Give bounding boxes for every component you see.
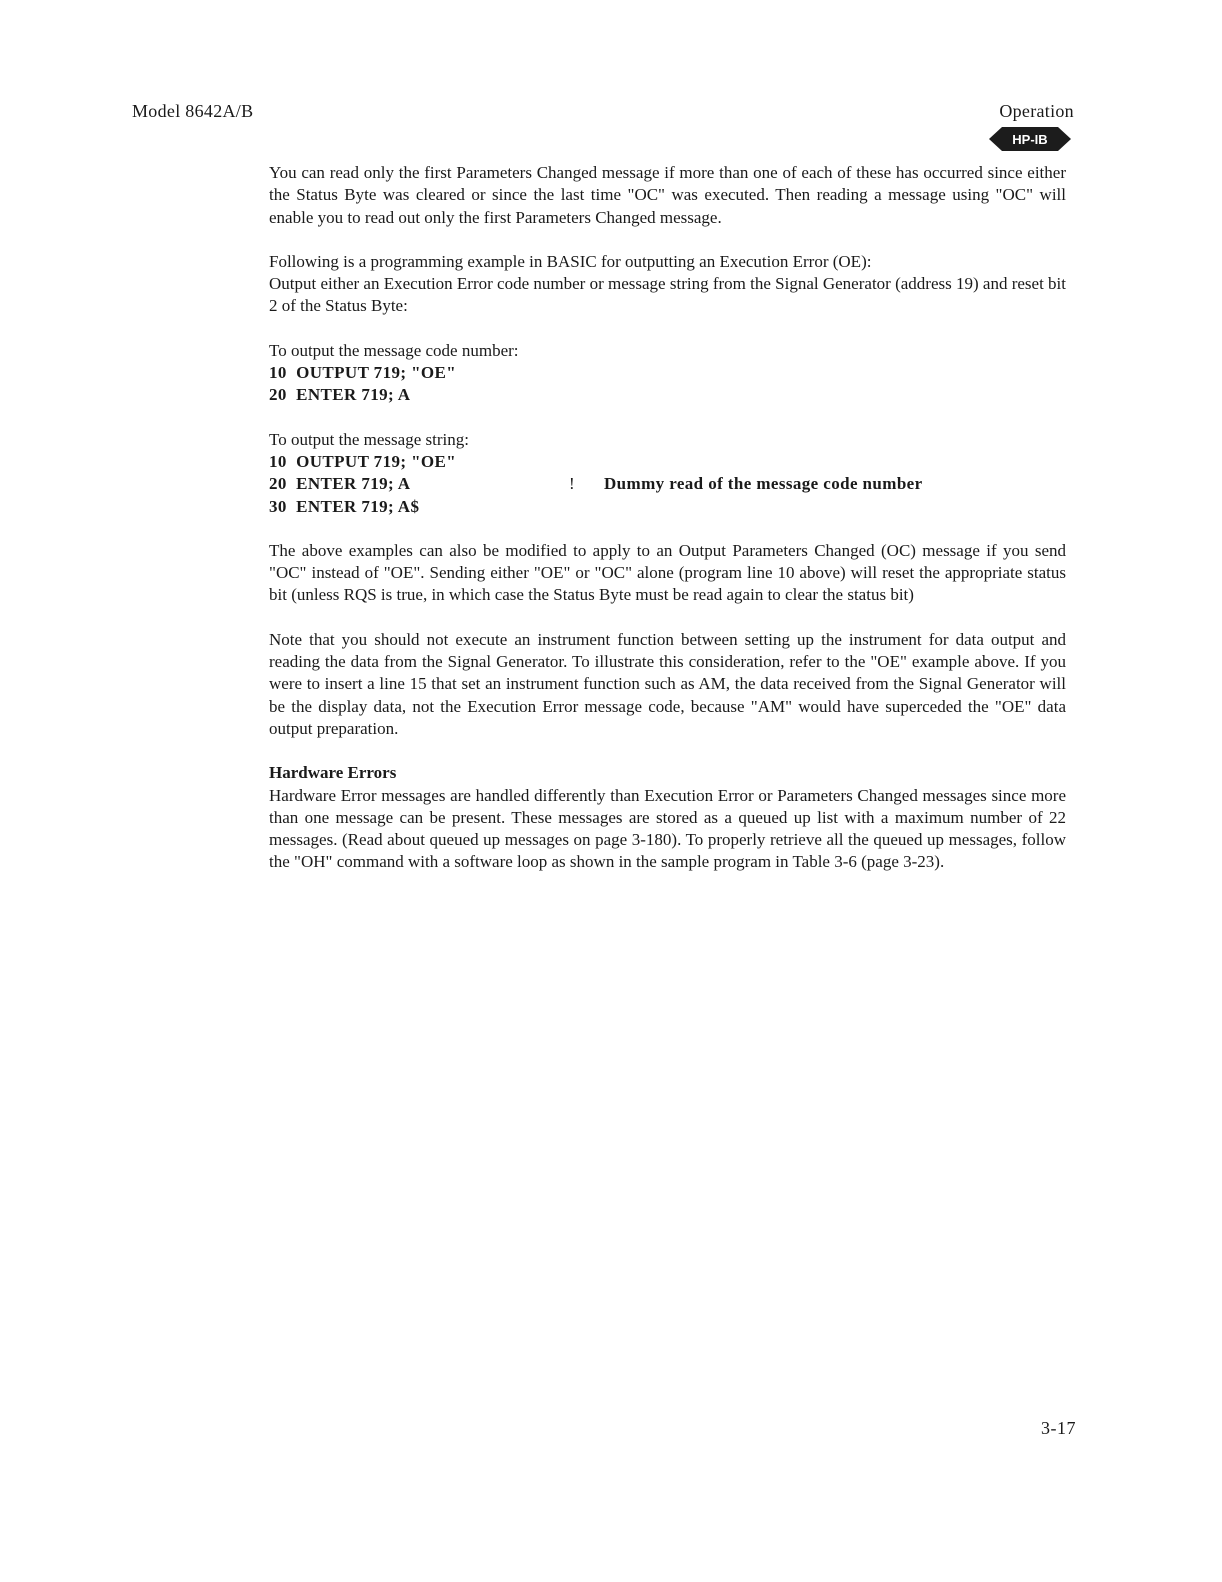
code-statement: 30 ENTER 719; A$ — [269, 496, 420, 516]
code-line — [269, 473, 1066, 495]
code-statement: 10 OUTPUT 719; "OE" — [269, 451, 457, 471]
paragraph-note: Note that you should not execute an instrument function between setting up the instrument for data output and reading the data from the Signal Generator. To illustrate this consideration, refer to the "OE" example above. If you were to insert a line 15 that set an instrument function such as AM, the data received from the Signal Generator will be the display data, not the Execution Error message code, because "AM" would have superceded the "OE" data output preparation. — [269, 629, 1066, 738]
programming-example-description: Output either an Execution Error code number or message string from the Signal Generator (address 19) and reset bit 2 of the Status Byte: — [269, 274, 1066, 316]
code-line — [269, 451, 1066, 473]
header-section: Operation — [999, 101, 1074, 121]
header-model: Model 8642A/B — [132, 101, 254, 121]
code-statement: 20 ENTER 719; A — [269, 474, 411, 494]
code-statement: 20 ENTER 719; A — [269, 385, 411, 405]
code-example-intro: To output the message string: — [269, 429, 469, 449]
paragraph-parameters-changed: You can read only the first Parameters Changed message if more than one of each of these has occurred since either the Status Byte was cleared or since the last time "OC" was executed. Then reading a message using "OC" will enable you to read out only the first Parameters Changed message. — [269, 163, 1066, 227]
programming-example-intro: Following is a programming example in BASIC for outputting an Execution Error (OE): — [269, 251, 872, 271]
section-hardware-errors — [269, 762, 1066, 873]
code-example-message-string — [269, 429, 1066, 518]
code-line — [269, 384, 1066, 406]
section-heading: Hardware Errors — [269, 763, 397, 783]
paragraph-programming-example — [269, 251, 1066, 318]
section-body: Hardware Error messages are handled differently than Execution Error or Parameters Changed messages since more than one message can be present. These messages are stored as a queued up list with a maximum number of 22 messages. (Read about queued up messages on page 3-180). To properly retrieve all the queued up messages, follow the "OH" command with a software loop as shown in the sample program in Table 3-6 (page 3-23). — [269, 785, 1066, 872]
code-example-code-number — [269, 340, 1066, 407]
page-body — [269, 162, 1066, 896]
code-line — [269, 496, 1066, 518]
hp-ib-arrow-icon — [989, 127, 1071, 151]
hp-ib-badge — [989, 127, 1071, 151]
page-number: 3-17 — [1041, 1418, 1076, 1438]
code-statement: 10 OUTPUT 719; "OE" — [269, 363, 457, 383]
code-comment: Dummy read of the message code number — [604, 474, 923, 494]
code-line — [269, 362, 1066, 384]
paragraph-output-parameters: The above examples can also be modified to apply to an Output Parameters Changed (OC) message if you send "OC" instead of "OE". Sending either "OE" or "OC" alone (program line 10 above) will reset the appropriate status bit (unless RQS is true, in which case the Status Byte must be read again to clear the status bit) — [269, 540, 1066, 605]
code-example-intro: To output the message code number: — [269, 340, 519, 360]
code-comment-mark: ! — [569, 474, 576, 494]
hp-ib-badge-label: HP-IB — [1012, 132, 1048, 147]
